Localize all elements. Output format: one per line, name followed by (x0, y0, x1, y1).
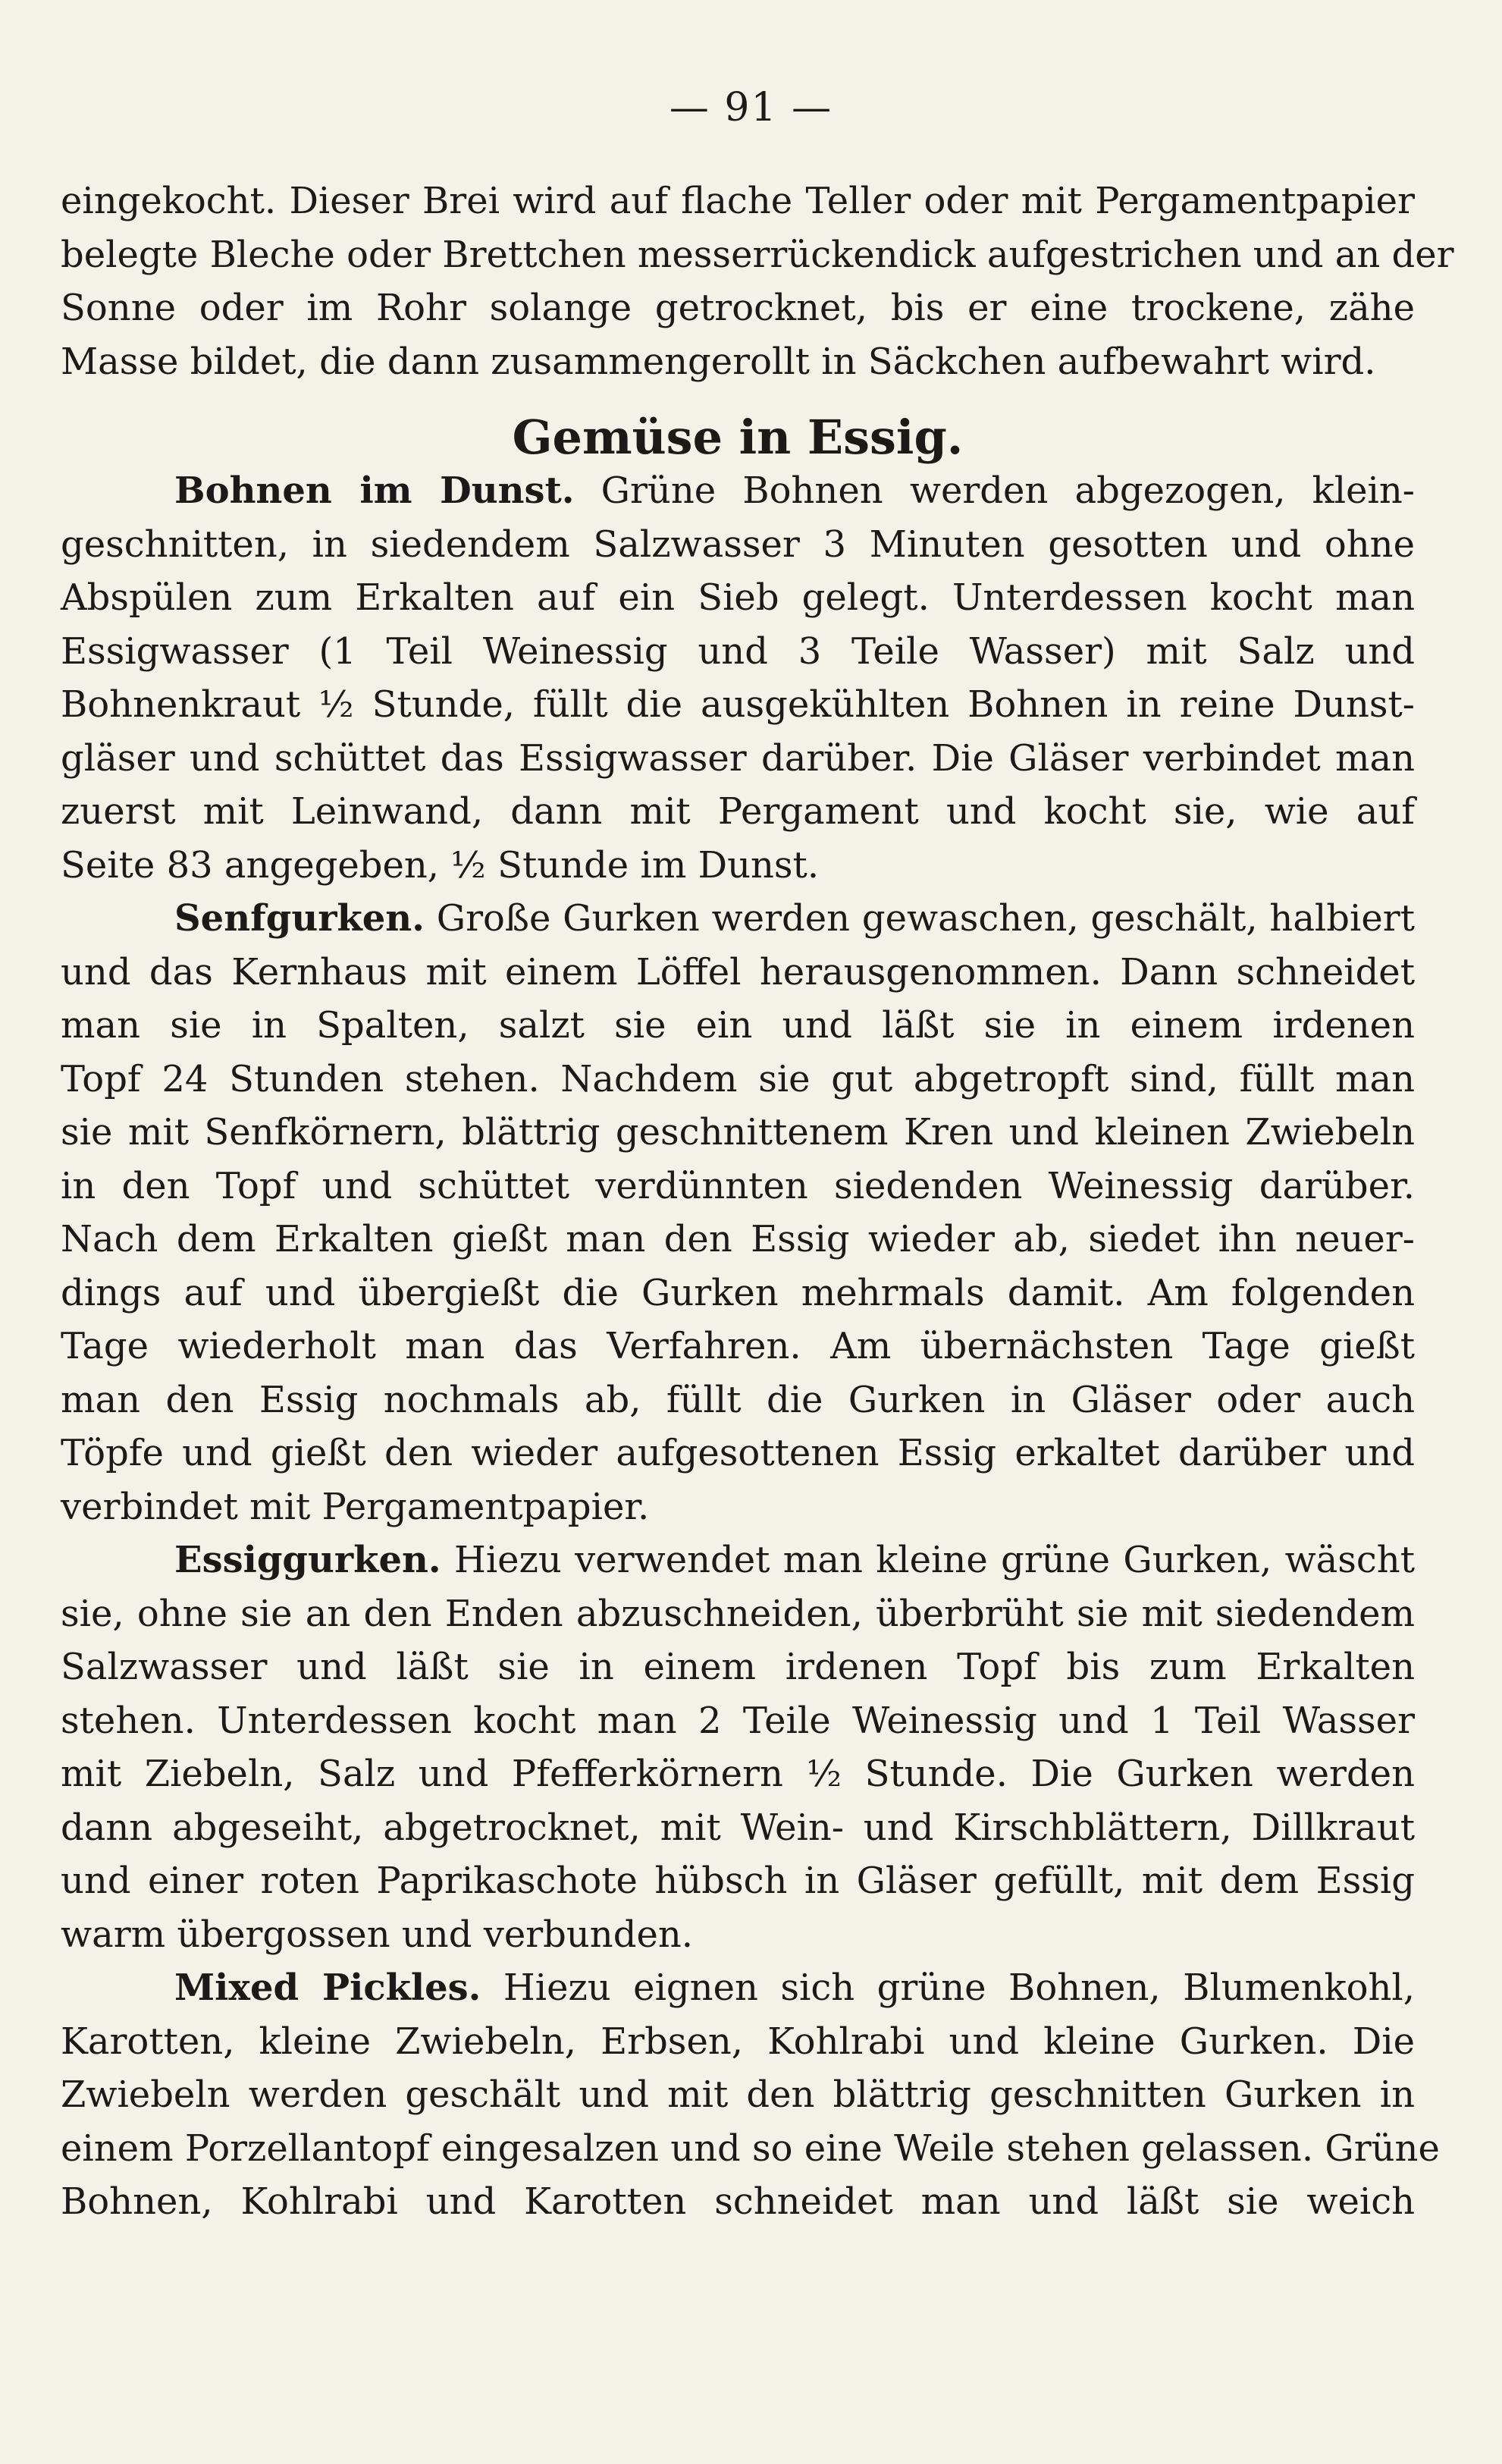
text-line: warm übergossen und verbunden. (61, 1913, 694, 1956)
text-line: eingekocht. Dieser Brei wird auf flache Teller oder mit Pergamentpapier (61, 180, 1415, 222)
text-line: Töpfe und gießt den wieder aufgesottenen Essig erkaltet darüber und (61, 1432, 1415, 1474)
text-line: verbindet mit Pergamentpapier. (61, 1485, 650, 1528)
recipe-title: Senfgurken. (174, 897, 425, 940)
text-line: Essigwasser (1 Teil Weinessig und 3 Teile Wasser) mit Salz und (61, 629, 1415, 673)
recipe-senfgurken (61, 892, 1415, 1533)
text-line: und das Kernhaus mit einem Löffel herausgenommen. Dann schneidet (61, 950, 1415, 993)
text-line: Karotten, kleine Zwiebeln, Erbsen, Kohlrabi und kleine Gurken. Die (61, 2020, 1415, 2063)
text-line: man den Essig nochmals ab, füllt die Gurken in Gläser oder auch (61, 1378, 1415, 1421)
text-line (61, 464, 1415, 518)
text-line: Zwiebeln werden geschält und mit den blättrig geschnitten Gurken in (61, 2073, 1415, 2116)
text-line-rest: Hiezu eignen sich grüne Bohnen, Blumenkohl, (503, 1966, 1415, 2009)
text-line: Sonne oder im Rohr solange getrocknet, bis er eine trockene, zähe (61, 287, 1415, 329)
text-line: sie, ohne sie an den Enden abzuschneiden, überbrüht sie mit siedendem (61, 1592, 1415, 1635)
text-line: dings auf und übergießt die Gurken mehrmals damit. Am folgenden (61, 1271, 1415, 1314)
text-line (61, 1533, 1415, 1587)
text-line: einem Porzellantopf eingesalzen und so eine Weile stehen gelassen. Grüne (61, 2127, 1440, 2170)
text-line: Masse bildet, die dann zusammengerollt in Säckchen aufbewahrt wird. (61, 340, 1376, 383)
text-line (61, 892, 1415, 946)
text-line: gläser und schüttet das Essigwasser darüber. Die Gläser verbindet man (61, 736, 1415, 780)
text-line: Seite 83 angegeben, ½ Stunde im Dunst. (61, 843, 820, 887)
text-line: Salzwasser und läßt sie in einem irdenen Topf bis zum Erkalten (61, 1646, 1415, 1688)
text-line: belegte Bleche oder Brettchen messerrückendick aufgestrichen und an der (61, 233, 1454, 276)
recipe-title: Essiggurken. (174, 1539, 441, 1581)
text-line: in den Topf und schüttet verdünnten siedenden Weinessig darüber. (61, 1164, 1415, 1207)
text-line: Bohnen, Kohlrabi und Karotten schneidet man und läßt sie weich (61, 2180, 1415, 2223)
text-line-rest: Große Gurken werden gewaschen, geschält, halbiert (436, 897, 1416, 940)
text-line: man sie in Spalten, salzt sie ein und läßt sie in einem irdenen (61, 1004, 1415, 1047)
text-line: Topf 24 Stunden stehen. Nachdem sie gut abgetropft sind, füllt man (61, 1057, 1415, 1100)
text-line: Abspülen zum Erkalten auf ein Sieb gelegt. Unterdessen kocht man (61, 576, 1415, 619)
text-line: Bohnenkraut ½ Stunde, füllt die ausgekühlten Bohnen in reine Dunst- (61, 683, 1415, 726)
text-line-rest: Grüne Bohnen werden abgezogen, klein- (600, 469, 1416, 512)
text-line-rest: Hiezu verwendet man kleine grüne Gurken, wäscht (453, 1539, 1416, 1581)
text-line: mit Ziebeln, Salz und Pfefferkörnern ½ Stunde. Die Gurken werden (61, 1753, 1415, 1795)
text-line: zuerst mit Leinwand, dann mit Pergament und kocht sie, wie auf (61, 790, 1415, 833)
recipe-bohnen-im-dunst (61, 464, 1415, 892)
body-text (61, 174, 1454, 2229)
text-line: Nach dem Erkalten gießt man den Essig wieder ab, siedet ihn neuer- (61, 1218, 1415, 1260)
recipe-title: Bohnen im Dunst. (174, 469, 575, 512)
recipe-mixed-pickles (61, 1961, 1440, 2229)
text-line: stehen. Unterdessen kocht man 2 Teile Weinessig und 1 Teil Wasser (61, 1699, 1415, 1742)
text-line: Tage wiederholt man das Verfahren. Am übernächsten Tage gießt (61, 1325, 1415, 1367)
section-heading: Gemüse in Essig. (512, 410, 964, 465)
text-line: dann abgeseiht, abgetrocknet, mit Wein- und Kirschblättern, Dillkraut (61, 1806, 1415, 1849)
recipe-title: Mixed Pickles. (174, 1966, 481, 2009)
text-line: sie mit Senfkörnern, blättrig geschnittenem Kren und kleinen Zwiebeln (61, 1111, 1415, 1154)
text-line: und einer roten Paprikaschote hübsch in Gläser gefüllt, mit dem Essig (61, 1860, 1415, 1902)
recipe-essiggurken (61, 1533, 1415, 1961)
text-line: geschnitten, in siedendem Salzwasser 3 Minuten gesotten und ohne (61, 523, 1415, 566)
text-line (61, 1961, 1415, 2015)
paragraph-brei-continued (61, 174, 1454, 388)
page-number: — 91 — (669, 85, 833, 130)
